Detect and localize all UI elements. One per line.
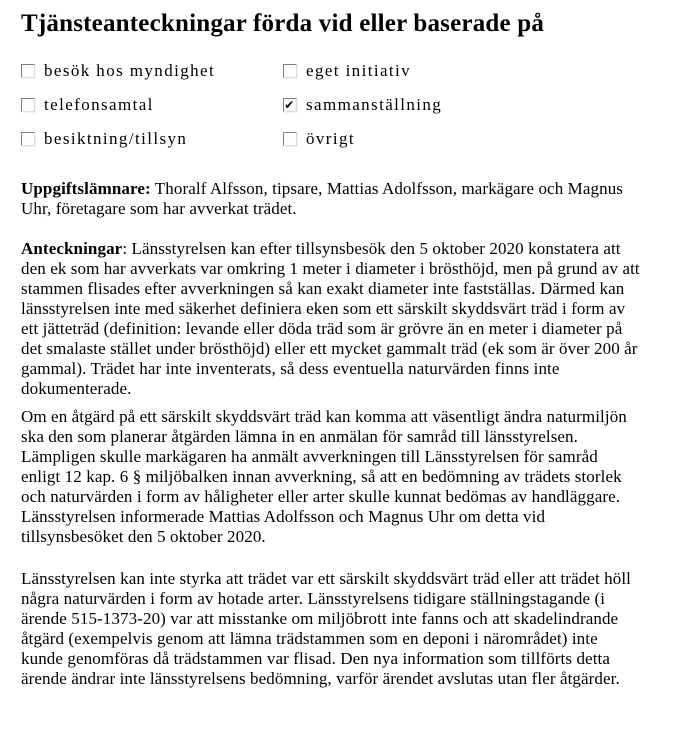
checkbox-label: besiktning/tillsyn [44,129,188,148]
checkbox-label: sammanställning [306,95,443,114]
checkmark-icon: ✔ [284,97,296,112]
page-title: Tjänsteanteckningar förda vid eller baserade på [21,10,545,37]
checkbox-label: eget initiativ [306,61,412,80]
checkbox-besiktning-tillsyn[interactable] [21,130,283,148]
anteckningar-text: : Länsstyrelsen kan efter tillsynsbesök den 5 oktober 2020 konstatera att den ek som har avverkats var omkring 1 meter i diameter i brösthöjd, men på grund av att stammen flisades efter avverkningen så kan exakt diameter inte fastställas. Därmed kan länsstyrelsen inte med säkerhet definiera eken som ett särskilt skyddsvärt träd i form av ett jätteträd (definition: levande eller döda träd som är grövre än en meter i diameter på det smalaste stället under brösthöjd) eller ett mycket gammalt träd (ek som är över 200 år gammal). Trädet har inte inventerats, så dess eventuella naturvärden finns inte dokumenterade. [21,239,640,398]
checkbox-icon[interactable] [21,98,35,112]
styrka-paragraph: Länsstyrelsen kan inte styrka att trädet var ett särskilt skyddsvärt träd eller att trädet höll några naturvärden i form av hotade arter. Länsstyrelsens tidigare ställningstagande (i ärende 515-1373-20) var att misstanke om miljöbrott inte fanns och att skadelindrande åtgärd (exempelvis genom att lämna trädstammen som en deponi i närområdet) inte kunde genomföras då trädstammen var flisad. Den nya information som tillförts detta ärende ändrar inte länsstyrelsens bedömning, varför ärendet avslutas utan fler åtgärder. [21,569,631,688]
checkbox-icon[interactable] [283,64,297,78]
checkbox-label: besök hos myndighet [44,61,216,80]
checkbox-eget-initiativ[interactable] [283,62,641,80]
anteckningar-paragraph [21,239,641,399]
checkbox-icon[interactable] [21,64,35,78]
checkbox-ovrigt[interactable] [283,130,641,148]
uppgiftslamnare-paragraph [21,179,641,219]
atgard-paragraph: Om en åtgärd på ett särskilt skyddsvärt träd kan komma att väsentligt ändra naturmiljön ska den som planerar åtgärden lämna in en anmälan för samråd till länsstyrelsen. Lämpligen skulle markägaren ha anmält avverkningen till Länsstyrelsen för samråd enligt 12 kap. 6 § miljöbalken innan avverkning, så att en bedömning av trädets storlek och naturvärden i form av håligheter eller arter skulle kunnat bedömas av handläggare. Länsstyrelsen informerade Mattias Adolfsson och Magnus Uhr om detta vid tillsynsbesöket den 5 oktober 2020. [21,407,627,546]
uppgiftslamnare-text: Thoralf Alfsson, tipsare, Mattias Adolfsson, markägare och Magnus Uhr, företagare som har avverkat trädet. [21,179,624,218]
checkbox-group [21,62,641,148]
checkbox-besok-hos-myndighet[interactable] [21,62,283,80]
anteckningar-label: Anteckningar [21,239,123,258]
checkbox-label: övrigt [306,129,356,148]
checkbox-telefonsamtal[interactable] [21,96,283,114]
checkbox-icon[interactable] [21,132,35,146]
checkbox-icon[interactable] [283,98,297,112]
uppgiftslamnare-label: Uppgiftslämnare: [21,179,151,198]
checkbox-sammanstallning[interactable] [283,96,641,114]
checkbox-icon[interactable] [283,132,297,146]
checkbox-label: telefonsamtal [44,95,154,114]
